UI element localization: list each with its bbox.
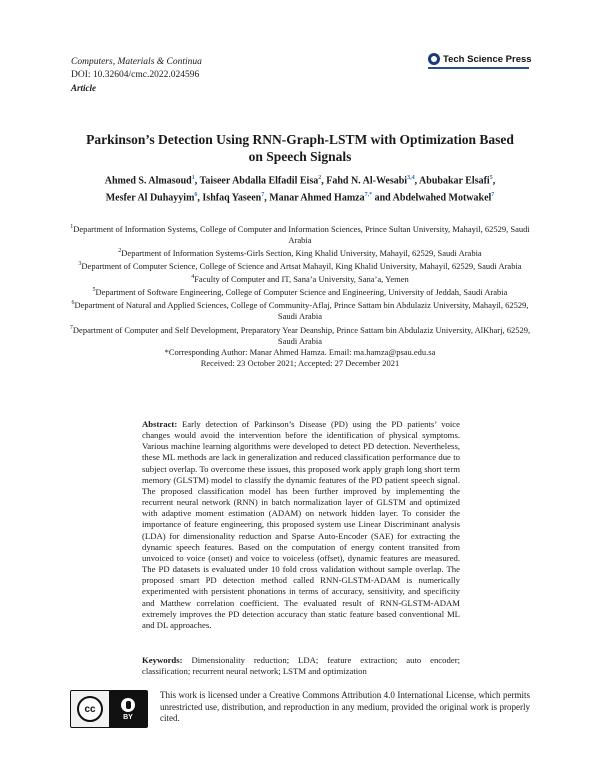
affiliation-sup: 3 (78, 261, 82, 268)
keywords-label: Keywords: (142, 655, 183, 665)
author-affil-sup: 5 (489, 175, 493, 181)
license-text: This work is licensed under a Creative Commons Attribution 4.0 International License, which permits unrestricted use, distribution, and reproduction in any medium, provided the original work is properly cited. (160, 690, 530, 723)
author-affil-sup: 7 (261, 192, 265, 199)
person-icon (121, 698, 135, 712)
doi[interactable]: DOI: 10.32604/cmc.2022.024596 (71, 70, 200, 80)
cc-badge-right (109, 691, 147, 727)
affiliation-sup: 7 (69, 324, 73, 331)
author-list: Ahmed S. Almasoud$^1$, Taiseer Abdalla Elfadil Eisa$^2$, Fahd N. Al-Wesabi$^{3,4}$, Abubakar Elsafi$^5$, Mesfer Al Duhayyim$^6$, Ishfaq Yaseen$^7$, Manar Ahmed Hamza$^{7,*}$ and Abdelwahed Motwakel$^7$ (104, 175, 496, 204)
affiliation-sup: 4 (191, 274, 195, 281)
affiliation-text: Department of Computer Science, College of Science and Artsat Mahayil, King Khalid University, Mahayil, 62529, Saudi Arabia (81, 261, 522, 272)
author-affil-sup: 7,* (364, 192, 373, 199)
affiliation-text: Faculty of Computer and IT, Sana’a University, Sana’a, Yemen (194, 274, 409, 285)
abstract (142, 419, 460, 631)
affiliation-sup: 5 (92, 287, 96, 294)
publisher-globe-icon (428, 53, 440, 65)
affiliations (64, 222, 536, 369)
paper-title-line1: Parkinson’s Detection Using RNN-Graph-LSTM with Optimization Based (86, 132, 514, 147)
author: Taiseer Abdalla Elfadil Eisa (199, 175, 319, 187)
cc-by-label: BY (123, 713, 133, 721)
keywords (142, 655, 460, 677)
author: Ishfaq Yaseen (202, 192, 262, 204)
corresponding-author: *Corresponding Author: Manar Ahmed Hamza. Email: ma.hamza@psau.edu.sa (164, 346, 436, 357)
author-affil-sup: 6 (194, 192, 198, 199)
affiliation-sup: 6 (71, 300, 75, 307)
affiliation (64, 222, 536, 246)
author: Manar Ahmed Hamza (269, 192, 365, 204)
paper-title-line2: on Speech Signals (248, 149, 352, 164)
paper-title (60, 131, 540, 165)
affiliation-text: Department of Information Systems-Girls Section, King Khalid University, Mahayil, 62529, Saudi Arabia (121, 248, 482, 259)
affiliation-sup: 2 (118, 248, 122, 255)
affiliation (64, 272, 536, 285)
abstract-text: Early detection of Parkinson’s Disease (PD) using the PD patients’ voice changes would avoid the intervention before the identification of physical symptoms. Various machine learning algorithms were developed to detect PD detection. Nevertheless, these ML methods are lack in generalization and reduced classification performance due to subject overlap. To overcome these issues, this proposed work apply graph long short term memory (GLSTM) model to classify the dynamic features of the PD patient speech signal. The proposed classification model has been further improved by implementing the recurrent neural network (RNN) in batch normalization layer of GLSTM and optimized with adaptive moment estimation (ADAM) on network hidden layer. To consider the importance of feature engineering, this proposed system use Linear Discriminant analysis (LDA) for dimensionality reduction and Sparse Auto-Encoder (SAE) for extracting the dynamic speech features. Based on the computation of energy content transited from unvoiced to voice (onset) and voice to voiceless (offset), dynamic features are measured. The PD datasets is evaluated under 10 fold cross validation without sample overlap. The proposed smart PD detection method called RNN-GLSTM-ADAM is numerically experimented with persistent phonations in terms of accuracy, sensitivity, and specificity and Matthew correlation coefficient. The evaluated result of RNN-GLSTM-ADAM extremely improves the PD detection accuracy than static feature based conventional ML and DL approaches. (142, 419, 461, 630)
author-affil-sup: 1 (191, 175, 195, 181)
author: Ahmed S. Almasoud (104, 175, 192, 187)
abstract-label: Abstract: (142, 419, 178, 429)
received-accepted-dates: Received: 23 October 2021; Accepted: 27 December 2021 (200, 358, 400, 369)
cc-icon: cc (77, 696, 103, 722)
author: Abubakar Elsafi (419, 175, 490, 187)
affiliation (64, 259, 536, 272)
affiliation-text: Department of Computer and Self Development, Preparatory Year Deanship, Prince Sattam bin Abdulaziz University, AlKharj, 62529, Saudi Arabia (72, 324, 531, 346)
keywords-text: Dimensionality reduction; LDA; feature extraction; auto encoder; classification; recurrent neural network; LSTM and optimization (142, 655, 461, 677)
cc-badge-left (71, 691, 109, 727)
affiliation (64, 246, 536, 259)
affiliation (64, 298, 536, 322)
author-affil-sup: 2 (318, 175, 322, 181)
affiliation-text: Department of Information Systems, College of Computer and Information Sciences, Prince Sultan University, Mahayil, 62529, Saudi Arabia (73, 223, 530, 246)
author-affil-sup: 7 (491, 192, 495, 199)
author: Abdelwahed Motwakel (392, 192, 492, 204)
article-type: Article (71, 83, 96, 93)
publisher-underline (428, 67, 529, 69)
publisher-logo (428, 53, 532, 65)
publisher-name: Tech Science Press (443, 53, 532, 65)
author-and: and (374, 192, 391, 204)
affiliation-sup: 1 (70, 224, 74, 230)
affiliation-text: Department of Software Engineering, College of Computer Science and Engineering, University of Jeddah, Saudi Arabia (95, 287, 508, 298)
affiliation (64, 323, 536, 347)
author: Mesfer Al Duhayyim (105, 192, 195, 204)
author-affil-sup: 3,4 (407, 175, 415, 181)
cc-by-license-badge[interactable] (70, 690, 148, 728)
journal-name: Computers, Materials & Continua (71, 57, 202, 67)
author: Fahd N. Al-Wesabi (326, 175, 408, 187)
affiliation-text: Department of Natural and Applied Sciences, College of Community-Aflaj, Prince Sattam bin Abdulaziz University, Mahayil, 62529, Saudi Arabia (74, 300, 529, 322)
affiliation (64, 285, 536, 298)
